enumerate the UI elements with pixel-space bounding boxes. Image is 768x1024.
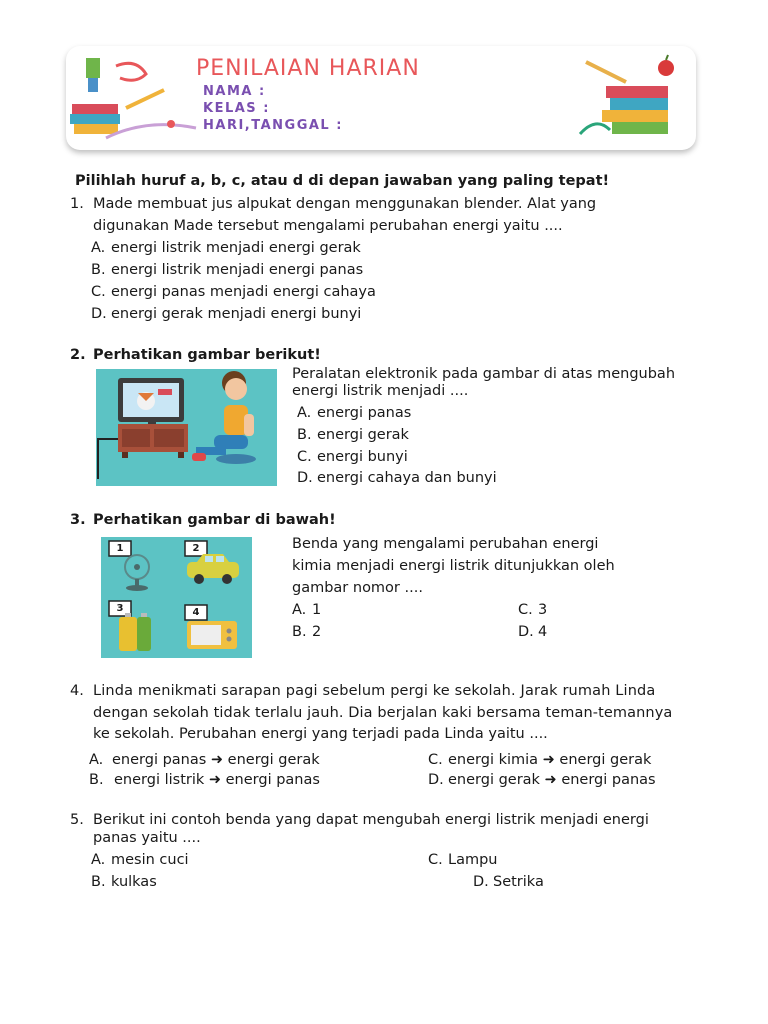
- option-letter: B.: [91, 262, 106, 278]
- question-text-line: kimia menjadi energi listrik ditunjukkan oleh: [292, 558, 615, 574]
- option-letter: C.: [428, 752, 443, 768]
- question-number: 5.: [70, 812, 84, 828]
- option-text: 1: [312, 602, 322, 618]
- option-text: Lampu: [448, 852, 498, 868]
- image-label: 1: [116, 543, 124, 554]
- option-text: energi gerak ➜ energi panas: [448, 772, 656, 788]
- page-title: PENILAIAN HARIAN: [196, 56, 420, 81]
- option-text: energi listrik ➜ energi panas: [114, 772, 320, 788]
- option-letter: A.: [91, 852, 106, 868]
- option-letter: C.: [297, 449, 312, 465]
- answer-option-a: [89, 750, 320, 770]
- field-hari-tanggal-label: HARI,TANGGAL :: [203, 118, 343, 133]
- answer-option-a: [297, 403, 411, 423]
- question-text-line: Linda menikmati sarapan pagi sebelum pergi ke sekolah. Jarak rumah Linda: [93, 683, 656, 699]
- answer-option-a: [91, 238, 361, 258]
- option-letter: D.: [297, 470, 313, 486]
- image-label: 2: [192, 543, 200, 554]
- option-text: 3: [538, 602, 548, 618]
- field-nama-label: NAMA :: [203, 84, 266, 99]
- question-number: 3.: [70, 512, 86, 528]
- question-text-line: energi listrik menjadi ....: [292, 383, 469, 399]
- option-letter: D.: [473, 874, 489, 890]
- question-text-line: gambar nomor ....: [292, 580, 423, 596]
- answer-option-d: [473, 872, 544, 892]
- option-letter: D.: [428, 772, 444, 788]
- image-label: 4: [192, 607, 200, 618]
- option-letter: B.: [297, 427, 312, 443]
- question-text-line: Berikut ini contoh benda yang dapat mengubah energi listrik menjadi energi: [93, 812, 649, 828]
- option-letter: D.: [518, 624, 534, 640]
- option-letter: C.: [518, 602, 533, 618]
- option-text: energi gerak menjadi energi bunyi: [111, 306, 362, 322]
- answer-option-c: [428, 850, 497, 870]
- option-text: mesin cuci: [111, 852, 189, 868]
- answer-option-b: [89, 770, 320, 790]
- answer-option-d: [518, 622, 547, 642]
- option-text: 4: [538, 624, 548, 640]
- option-text: energi panas menjadi energi cahaya: [111, 284, 376, 300]
- objects-illustration: [101, 537, 252, 658]
- answer-option-c: [91, 282, 376, 302]
- option-letter: C.: [91, 284, 106, 300]
- question-text-line: Peralatan elektronik pada gambar di atas mengubah: [292, 366, 676, 382]
- question-number: 4.: [70, 683, 84, 699]
- answer-option-d: [428, 770, 656, 790]
- question-text-line: Made membuat jus alpukat dengan menggunakan blender. Alat yang: [93, 196, 597, 212]
- answer-option-b: [297, 425, 409, 445]
- option-letter: A.: [297, 405, 312, 421]
- answer-option-a: [292, 600, 321, 620]
- answer-option-c: [518, 600, 547, 620]
- option-text: Setrika: [493, 874, 544, 890]
- option-letter: A.: [91, 240, 106, 256]
- question-number: 2.: [70, 347, 86, 363]
- instruction-text: Pilihlah huruf a, b, c, atau d di depan jawaban yang paling tepat!: [75, 173, 610, 189]
- question-heading: Perhatikan gambar berikut!: [93, 347, 321, 363]
- option-letter: B.: [292, 624, 307, 640]
- question-text-line: Benda yang mengalami perubahan energi: [292, 536, 599, 552]
- option-text: energi kimia ➜ energi gerak: [448, 752, 652, 768]
- tv-child-illustration: [96, 369, 277, 486]
- question-text-line: panas yaitu ....: [93, 830, 201, 846]
- answer-option-c: [428, 750, 651, 770]
- answer-option-b: [91, 872, 157, 892]
- option-text: energi panas: [317, 405, 412, 421]
- field-kelas-label: KELAS :: [203, 101, 270, 116]
- option-text: energi cahaya dan bunyi: [317, 470, 497, 486]
- answer-option-b: [91, 260, 363, 280]
- option-text: energi listrik menjadi energi gerak: [111, 240, 361, 256]
- option-letter: B.: [89, 772, 104, 788]
- answer-option-b: [292, 622, 321, 642]
- option-text: energi panas ➜ energi gerak: [112, 752, 320, 768]
- option-text: 2: [312, 624, 322, 640]
- option-letter: B.: [91, 874, 106, 890]
- option-text: energi gerak: [317, 427, 409, 443]
- question-heading: Perhatikan gambar di bawah!: [93, 512, 336, 528]
- answer-option-a: [91, 850, 189, 870]
- option-text: kulkas: [111, 874, 157, 890]
- option-letter: D.: [91, 306, 107, 322]
- header-banner: [66, 46, 696, 150]
- image-label: 3: [116, 603, 124, 614]
- question-text-line: ke sekolah. Perubahan energi yang terjadi pada Linda yaitu ....: [93, 726, 548, 742]
- option-letter: A.: [89, 752, 104, 768]
- answer-option-d: [91, 304, 361, 324]
- question-text-line: digunakan Made tersebut mengalami perubahan energi yaitu ....: [93, 218, 563, 234]
- option-text: energi listrik menjadi energi panas: [111, 262, 364, 278]
- option-text: energi bunyi: [317, 449, 408, 465]
- answer-option-c: [297, 447, 408, 467]
- option-letter: C.: [428, 852, 443, 868]
- question-text-line: dengan sekolah tidak terlalu jauh. Dia berjalan kaki bersama teman-temannya: [93, 705, 673, 721]
- option-letter: A.: [292, 602, 307, 618]
- question-number: 1.: [70, 196, 84, 212]
- answer-option-d: [297, 468, 497, 488]
